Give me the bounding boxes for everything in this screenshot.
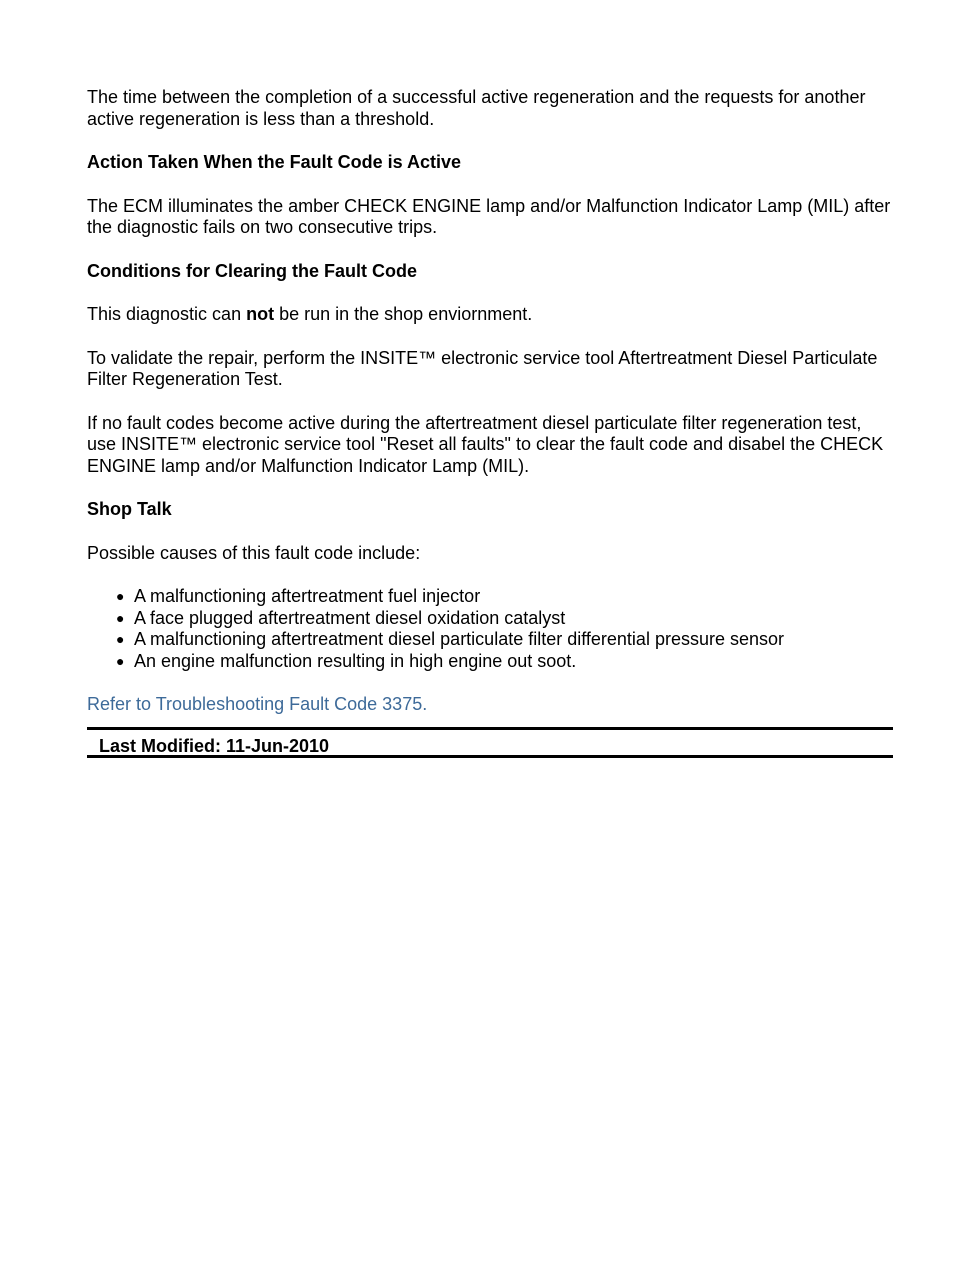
list-item <box>116 586 893 608</box>
list-item <box>116 629 893 651</box>
list-item <box>116 607 893 630</box>
clearing-conditions-heading: Conditions for Clearing the Fault Code <box>87 260 417 281</box>
last-modified-bar <box>87 727 893 758</box>
threshold-paragraph: The time between the completion of a successful active regeneration and the requests for another active regeneration is less than a threshold. <box>87 87 866 129</box>
list-item-text: An engine malfunction resulting in high engine out soot. <box>134 650 577 671</box>
bullet-icon: ● <box>116 609 125 626</box>
list-item <box>116 650 893 673</box>
shop-environment-emphasis: not <box>246 304 275 324</box>
bullet-icon: ● <box>116 631 125 647</box>
possible-causes-list <box>87 586 893 672</box>
last-modified-text: Last Modified: 11-Jun-2010 <box>99 735 330 756</box>
list-item-text: A face plugged aftertreatment diesel oxidation catalyst <box>134 607 566 628</box>
bullet-icon: ● <box>116 588 125 604</box>
possible-causes-intro: Possible causes of this fault code include: <box>87 542 421 563</box>
shop-environment-suffix: be run in the shop enviornment. <box>274 304 533 324</box>
validate-repair-paragraph: To validate the repair, perform the INSITE™ electronic service tool Aftertreatment Diesel Particulate Filter Regeneration Test. <box>87 347 878 389</box>
document-page <box>87 87 893 758</box>
action-taken-heading: Action Taken When the Fault Code is Active <box>87 152 462 172</box>
list-item-text: A malfunctioning aftertreatment fuel injector <box>134 586 481 606</box>
troubleshooting-3375-link[interactable]: Refer to Troubleshooting Fault Code 3375. <box>87 694 428 714</box>
action-taken-paragraph: The ECM illuminates the amber CHECK ENGINE lamp and/or Malfunction Indicator Lamp (MIL) after the diagnostic fails on two consecutive trips. <box>87 195 891 237</box>
bullet-icon: ● <box>116 652 125 669</box>
shop-environment-prefix: This diagnostic can <box>87 304 247 324</box>
list-item-text: A malfunctioning aftertreatment diesel particulate filter differential pressure sensor <box>134 629 785 649</box>
reset-faults-paragraph: If no fault codes become active during the aftertreatment diesel particulate filter regeneration test, use INSITE™ electronic service tool "Reset all faults" to clear the fault code and disabel the CHECK ENGINE lamp and/or Malfunction Indicator Lamp (MIL). <box>87 412 884 476</box>
shop-talk-heading: Shop Talk <box>87 499 172 519</box>
shop-environment-paragraph <box>87 304 893 326</box>
